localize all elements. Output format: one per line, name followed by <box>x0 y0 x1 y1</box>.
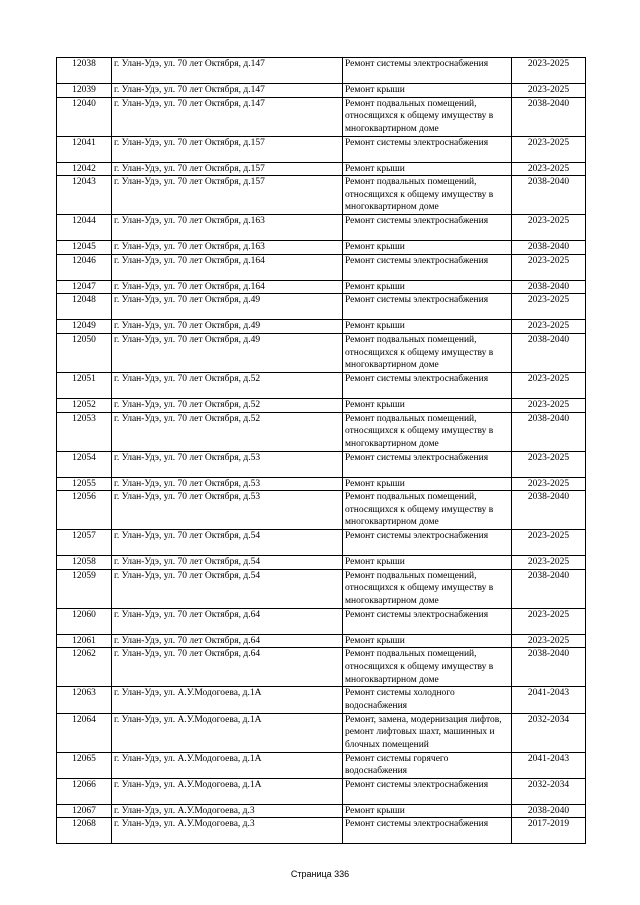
row-number-cell: 12051 <box>57 372 112 398</box>
table-row <box>57 752 586 778</box>
table-row <box>57 477 586 491</box>
work-type-cell: Ремонт системы электроснабжения <box>343 778 512 804</box>
row-number-cell: 12047 <box>57 280 112 294</box>
period-cell: 2038-2040 <box>512 569 586 608</box>
work-type-cell: Ремонт системы электроснабжения <box>343 608 512 634</box>
period-cell: 2023-2025 <box>512 451 586 477</box>
work-type-cell: Ремонт подвальных помещений, относящихся к общему имуществу в многоквартирном доме <box>343 648 512 687</box>
address-cell: г. Улан-Удэ, ул. 70 лет Октября, д.147 <box>112 58 343 84</box>
work-type-cell: Ремонт крыши <box>343 320 512 334</box>
address-cell: г. Улан-Удэ, ул. А.У.Модогоева, д.3 <box>112 818 343 844</box>
work-type-cell: Ремонт подвальных помещений, относящихся к общему имуществу в многоквартирном доме <box>343 569 512 608</box>
row-number-cell: 12065 <box>57 752 112 778</box>
address-cell: г. Улан-Удэ, ул. 70 лет Октября, д.157 <box>112 176 343 215</box>
period-cell: 2023-2025 <box>512 372 586 398</box>
table-row <box>57 254 586 280</box>
period-cell: 2023-2025 <box>512 162 586 176</box>
row-number-cell: 12066 <box>57 778 112 804</box>
work-type-cell: Ремонт крыши <box>343 556 512 570</box>
period-cell: 2023-2025 <box>512 608 586 634</box>
period-cell: 2032-2034 <box>512 778 586 804</box>
row-number-cell: 12043 <box>57 176 112 215</box>
row-number-cell: 12052 <box>57 398 112 412</box>
row-number-cell: 12062 <box>57 648 112 687</box>
row-number-cell: 12053 <box>57 412 112 451</box>
address-cell: г. Улан-Удэ, ул. 70 лет Октября, д.54 <box>112 530 343 556</box>
address-cell: г. Улан-Удэ, ул. 70 лет Октября, д.147 <box>112 84 343 98</box>
table-row <box>57 58 586 84</box>
row-number-cell: 12056 <box>57 491 112 530</box>
address-cell: г. Улан-Удэ, ул. 70 лет Октября, д.52 <box>112 398 343 412</box>
row-number-cell: 12040 <box>57 97 112 136</box>
work-type-cell: Ремонт системы электроснабжения <box>343 136 512 162</box>
work-type-cell: Ремонт крыши <box>343 634 512 648</box>
work-type-cell: Ремонт подвальных помещений, относящихся к общему имуществу в многоквартирном доме <box>343 176 512 215</box>
row-number-cell: 12055 <box>57 477 112 491</box>
row-number-cell: 12045 <box>57 241 112 255</box>
work-type-cell: Ремонт системы электроснабжения <box>343 294 512 320</box>
period-cell: 2038-2040 <box>512 333 586 372</box>
address-cell: г. Улан-Удэ, ул. 70 лет Октября, д.53 <box>112 451 343 477</box>
row-number-cell: 12064 <box>57 713 112 752</box>
work-type-cell: Ремонт крыши <box>343 241 512 255</box>
work-type-cell: Ремонт системы электроснабжения <box>343 215 512 241</box>
period-cell: 2023-2025 <box>512 136 586 162</box>
address-cell: г. Улан-Удэ, ул. 70 лет Октября, д.54 <box>112 569 343 608</box>
row-number-cell: 12048 <box>57 294 112 320</box>
period-cell: 2038-2040 <box>512 491 586 530</box>
work-type-cell: Ремонт системы электроснабжения <box>343 254 512 280</box>
work-type-cell: Ремонт, замена, модернизация лифтов, ремонт лифтовых шахт, машинных и блочных помещений <box>343 713 512 752</box>
address-cell: г. Улан-Удэ, ул. 70 лет Октября, д.49 <box>112 320 343 334</box>
table-row <box>57 778 586 804</box>
work-type-cell: Ремонт системы горячего водоснабжения <box>343 752 512 778</box>
table-row <box>57 648 586 687</box>
work-type-cell: Ремонт подвальных помещений, относящихся к общему имуществу в многоквартирном доме <box>343 333 512 372</box>
work-type-cell: Ремонт крыши <box>343 804 512 818</box>
address-cell: г. Улан-Удэ, ул. А.У.Модогоева, д.1А <box>112 713 343 752</box>
table-row <box>57 136 586 162</box>
period-cell: 2023-2025 <box>512 320 586 334</box>
row-number-cell: 12059 <box>57 569 112 608</box>
table-row <box>57 569 586 608</box>
row-number-cell: 12050 <box>57 333 112 372</box>
table-row <box>57 713 586 752</box>
address-cell: г. Улан-Удэ, ул. А.У.Модогоева, д.3 <box>112 804 343 818</box>
address-cell: г. Улан-Удэ, ул. 70 лет Октября, д.53 <box>112 491 343 530</box>
address-cell: г. Улан-Удэ, ул. 70 лет Октября, д.52 <box>112 372 343 398</box>
address-cell: г. Улан-Удэ, ул. 70 лет Октября, д.163 <box>112 215 343 241</box>
address-cell: г. Улан-Удэ, ул. 70 лет Октября, д.64 <box>112 608 343 634</box>
period-cell: 2023-2025 <box>512 84 586 98</box>
period-cell: 2023-2025 <box>512 58 586 84</box>
work-type-cell: Ремонт системы электроснабжения <box>343 818 512 844</box>
work-type-cell: Ремонт системы электроснабжения <box>343 372 512 398</box>
address-cell: г. Улан-Удэ, ул. 70 лет Октября, д.49 <box>112 294 343 320</box>
address-cell: г. Улан-Удэ, ул. 70 лет Октября, д.164 <box>112 280 343 294</box>
row-number-cell: 12042 <box>57 162 112 176</box>
period-cell: 2023-2025 <box>512 254 586 280</box>
work-type-cell: Ремонт крыши <box>343 162 512 176</box>
period-cell: 2023-2025 <box>512 477 586 491</box>
row-number-cell: 12067 <box>57 804 112 818</box>
table-row <box>57 320 586 334</box>
row-number-cell: 12060 <box>57 608 112 634</box>
period-cell: 2038-2040 <box>512 648 586 687</box>
period-cell: 2023-2025 <box>512 634 586 648</box>
period-cell: 2023-2025 <box>512 215 586 241</box>
work-type-cell: Ремонт подвальных помещений, относящихся к общему имуществу в многоквартирном доме <box>343 97 512 136</box>
address-cell: г. Улан-Удэ, ул. 70 лет Октября, д.64 <box>112 648 343 687</box>
address-cell: г. Улан-Удэ, ул. 70 лет Октября, д.53 <box>112 477 343 491</box>
address-cell: г. Улан-Удэ, ул. 70 лет Октября, д.54 <box>112 556 343 570</box>
address-cell: г. Улан-Удэ, ул. 70 лет Октября, д.49 <box>112 333 343 372</box>
table-row <box>57 241 586 255</box>
row-number-cell: 12044 <box>57 215 112 241</box>
table-row <box>57 804 586 818</box>
page-number: Страница 336 <box>290 869 350 879</box>
address-cell: г. Улан-Удэ, ул. 70 лет Октября, д.163 <box>112 241 343 255</box>
period-cell: 2038-2040 <box>512 241 586 255</box>
period-cell: 2038-2040 <box>512 280 586 294</box>
row-number-cell: 12058 <box>57 556 112 570</box>
row-number-cell: 12054 <box>57 451 112 477</box>
address-cell: г. Улан-Удэ, ул. 70 лет Октября, д.147 <box>112 97 343 136</box>
period-cell: 2038-2040 <box>512 804 586 818</box>
row-number-cell: 12041 <box>57 136 112 162</box>
table-row <box>57 634 586 648</box>
table-body <box>57 58 586 844</box>
period-cell: 2038-2040 <box>512 176 586 215</box>
table-row <box>57 294 586 320</box>
period-cell: 2023-2025 <box>512 530 586 556</box>
work-type-cell: Ремонт системы холодного водоснабжения <box>343 687 512 713</box>
address-cell: г. Улан-Удэ, ул. 70 лет Октября, д.157 <box>112 162 343 176</box>
address-cell: г. Улан-Удэ, ул. А.У.Модогоева, д.1А <box>112 752 343 778</box>
period-cell: 2023-2025 <box>512 398 586 412</box>
work-type-cell: Ремонт системы электроснабжения <box>343 530 512 556</box>
table-row <box>57 398 586 412</box>
table-row <box>57 280 586 294</box>
capital-repair-table <box>56 57 586 844</box>
work-type-cell: Ремонт крыши <box>343 84 512 98</box>
table-row <box>57 372 586 398</box>
row-number-cell: 12046 <box>57 254 112 280</box>
work-type-cell: Ремонт системы электроснабжения <box>343 58 512 84</box>
row-number-cell: 12039 <box>57 84 112 98</box>
period-cell: 2038-2040 <box>512 412 586 451</box>
work-type-cell: Ремонт подвальных помещений, относящихся к общему имуществу в многоквартирном доме <box>343 412 512 451</box>
table-row <box>57 162 586 176</box>
row-number-cell: 12057 <box>57 530 112 556</box>
table-row <box>57 97 586 136</box>
period-cell: 2023-2025 <box>512 294 586 320</box>
table-row <box>57 215 586 241</box>
row-number-cell: 12038 <box>57 58 112 84</box>
table-row <box>57 412 586 451</box>
table-row <box>57 818 586 844</box>
work-type-cell: Ремонт подвальных помещений, относящихся к общему имуществу в многоквартирном доме <box>343 491 512 530</box>
table-row <box>57 84 586 98</box>
period-cell: 2032-2034 <box>512 713 586 752</box>
address-cell: г. Улан-Удэ, ул. 70 лет Октября, д.157 <box>112 136 343 162</box>
work-type-cell: Ремонт крыши <box>343 477 512 491</box>
period-cell: 2038-2040 <box>512 97 586 136</box>
period-cell: 2041-2043 <box>512 752 586 778</box>
row-number-cell: 12061 <box>57 634 112 648</box>
work-type-cell: Ремонт системы электроснабжения <box>343 451 512 477</box>
row-number-cell: 12063 <box>57 687 112 713</box>
table-row <box>57 530 586 556</box>
table-row <box>57 556 586 570</box>
period-cell: 2017-2019 <box>512 818 586 844</box>
work-type-cell: Ремонт крыши <box>343 280 512 294</box>
work-type-cell: Ремонт крыши <box>343 398 512 412</box>
period-cell: 2023-2025 <box>512 556 586 570</box>
table-row <box>57 333 586 372</box>
address-cell: г. Улан-Удэ, ул. 70 лет Октября, д.52 <box>112 412 343 451</box>
address-cell: г. Улан-Удэ, ул. 70 лет Октября, д.164 <box>112 254 343 280</box>
row-number-cell: 12068 <box>57 818 112 844</box>
table-row <box>57 491 586 530</box>
table-row <box>57 608 586 634</box>
row-number-cell: 12049 <box>57 320 112 334</box>
table-row <box>57 176 586 215</box>
period-cell: 2041-2043 <box>512 687 586 713</box>
table-row <box>57 687 586 713</box>
address-cell: г. Улан-Удэ, ул. 70 лет Октября, д.64 <box>112 634 343 648</box>
address-cell: г. Улан-Удэ, ул. А.У.Модогоева, д.1А <box>112 687 343 713</box>
address-cell: г. Улан-Удэ, ул. А.У.Модогоева, д.1А <box>112 778 343 804</box>
table-row <box>57 451 586 477</box>
